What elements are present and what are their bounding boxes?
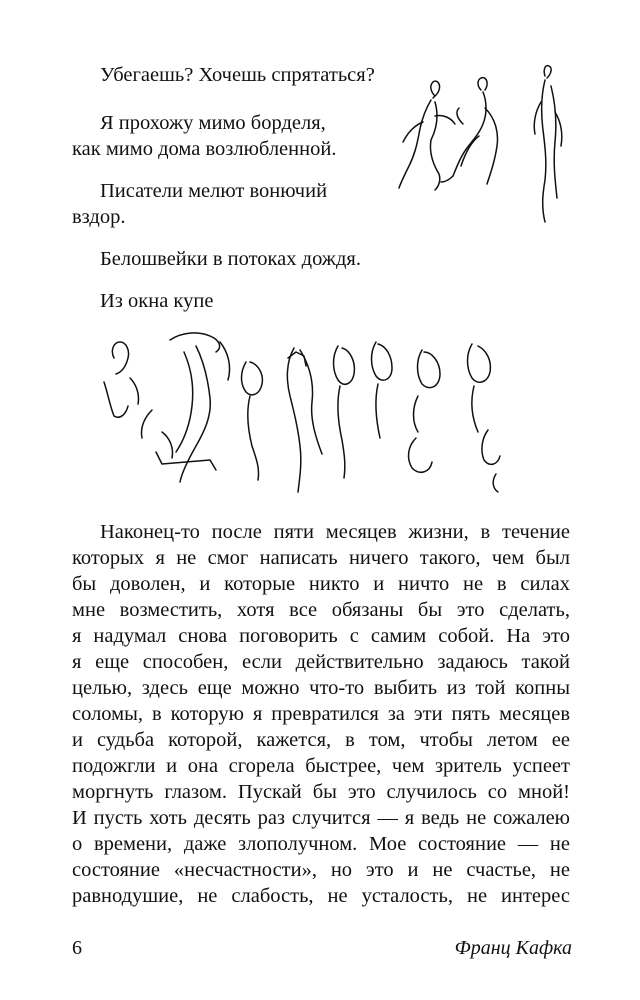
- paragraph-line-12: И пусть хоть десять раз случится — я ведь не сожалею: [72, 807, 570, 829]
- walking-figures-sketch: [395, 62, 575, 232]
- paragraph-line-8: соломы, в которую я превратился за эти пять месяцев: [72, 703, 570, 725]
- text-line-5: вздор.: [72, 206, 126, 228]
- text-line-3: как мимо дома возлюбленной.: [72, 138, 337, 160]
- text-line-1: Убегаешь? Хочешь спрятаться?: [100, 64, 375, 86]
- text-line-4: Писатели мелют вонючий: [100, 180, 328, 202]
- paragraph-line-5: я надумал снова поговорить с самим собой. На это: [72, 625, 570, 647]
- text-line-7: Из окна купе: [100, 290, 214, 312]
- text-line-6: Белошвейки в потоках дождя.: [100, 248, 361, 270]
- paragraph-line-7: целью, здесь еще можно что-то выбить из той копны: [72, 677, 570, 699]
- paragraph-line-1: Наконец-то после пяти месяцев жизни, в течение: [100, 521, 570, 543]
- running-title: Франц Кафка: [454, 937, 572, 959]
- paragraph-line-11: моргнуть глазом. Пускай бы это случилось со мной!: [72, 781, 570, 803]
- paragraph-line-14: состояние «несчастности», но это и не счастье, не: [72, 859, 570, 881]
- paragraph-line-2: которых я не смог написать ничего такого, чем был: [72, 547, 570, 569]
- paragraph-line-10: подожгли и она сгорела быстрее, чем зритель успеет: [72, 755, 570, 777]
- text-line-2: Я прохожу мимо борделя,: [100, 112, 326, 134]
- paragraph-line-15: равнодушие, не слабость, не усталость, не интерес: [72, 885, 570, 907]
- compartment-faces-sketch: [100, 322, 530, 497]
- paragraph-line-3: бы доволен, и которые никто и ничто не в силах: [72, 573, 570, 595]
- paragraph-line-6: я еще способен, если действительно задаюсь такой: [72, 651, 570, 673]
- page-number: 6: [72, 937, 82, 959]
- paragraph-line-9: и судьба которой, кажется, в том, чтобы летом ее: [72, 729, 570, 751]
- paragraph-line-13: о времени, даже злополучном. Мое состояние — не: [72, 833, 570, 855]
- paragraph-line-4: мне возместить, хотя все обязаны бы это сделать,: [72, 599, 570, 621]
